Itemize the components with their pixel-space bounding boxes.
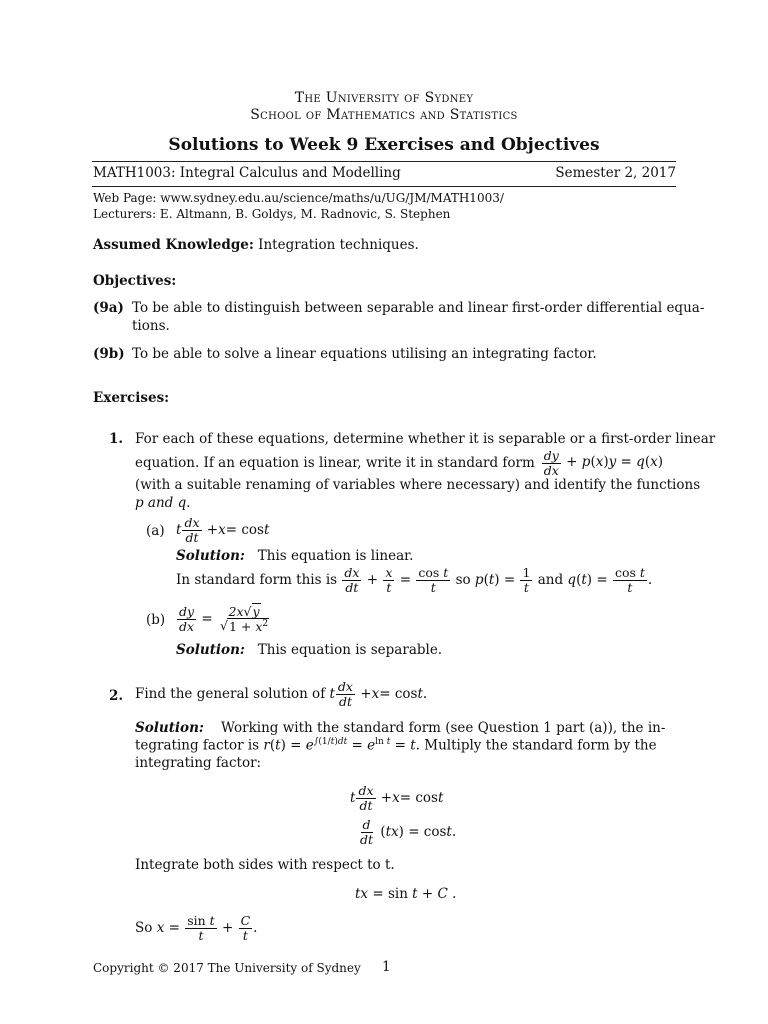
q1-line3: (with a suitable renaming of variables where necessary) and identify the functions — [135, 477, 701, 493]
display-eq-3: tx = sin t + C . — [355, 886, 457, 902]
part-b-solution — [176, 642, 442, 658]
objective-tag-9a: (9a) — [93, 300, 124, 316]
part-b-equation: $\frac{dy}{dx}$ = $\frac{2x√y}{√1 + x^2}$ — [179, 604, 269, 634]
objective-tag-9b: (9b) — [93, 346, 125, 362]
integrate-text: Integrate both sides with respect to t. — [135, 857, 395, 873]
display-eq-1: t $\frac{dx}{dt}$ + x = cos t — [350, 783, 444, 813]
top-rule — [92, 161, 676, 162]
school-name: School of Mathematics and Statistics — [250, 107, 518, 123]
solution-label-q2: Solution: — [135, 720, 204, 736]
objective-9a-line2: tions. — [132, 318, 170, 334]
objectives-heading: Objectives: — [93, 273, 177, 289]
part-b-solution-text: This equation is separable. — [257, 642, 443, 658]
q1-line4: p and q. — [135, 495, 191, 511]
semester: Semester 2, 2017 — [555, 165, 676, 181]
part-a-standard-form: In standard form this is $\frac{dx}{dt}$ + $\frac{x}{t}$ = $\frac{\text{cos t}}{t}$ so p ( t ) = $\frac{1}{t}$ and q ( t ) = $\frac{\text{cos t}}{t}$ . — [176, 565, 653, 595]
q1-line2 — [135, 447, 663, 479]
q2-prompt-text: Find the general solution of — [135, 686, 326, 702]
integrating-factor-prefix: tegrating factor is — [135, 737, 260, 754]
and-word: and — [537, 572, 564, 588]
q2-solution-text1: Working with the standard form (see Question 1 part (a)), the in- — [221, 720, 666, 736]
q2-solution-line3: integrating factor: — [135, 755, 262, 771]
assumed-knowledge — [93, 237, 419, 253]
copyright: Copyright © 2017 The University of Sydney — [93, 961, 361, 975]
page-number: 1 — [382, 959, 391, 975]
part-a-tag: (a) — [146, 523, 165, 539]
display-eq-2: $\frac{d}{dt}$ ( tx ) = cos t . — [360, 817, 457, 847]
part-a-solution-text: This equation is linear. — [257, 548, 414, 564]
page-title: Solutions to Week 9 Exercises and Objectives — [168, 135, 600, 155]
so-word: so — [455, 572, 471, 588]
bottom-rule — [92, 186, 676, 187]
question-2-number: 2. — [109, 688, 124, 704]
exercises-heading: Exercises: — [93, 390, 170, 406]
standard-form-prefix: In standard form this is — [176, 572, 338, 588]
q1-line1: For each of these equations, determine whether it is separable or a first-order linear — [135, 431, 716, 447]
question-1-number: 1. — [109, 431, 124, 447]
assumed-label: Assumed Knowledge: — [93, 237, 254, 253]
course-name: MATH1003: Integral Calculus and Modelling — [93, 165, 401, 181]
web-page: Web Page: www.sydney.edu.au/science/maths/u/UG/JM/MATH1003/ — [93, 191, 504, 205]
q1-line2-text: equation. If an equation is linear, write it in standard form — [135, 455, 535, 471]
university-name: The University of Sydney — [294, 90, 474, 106]
lecturers: Lecturers: E. Altmann, B. Goldys, M. Radnovic, S. Stephen — [93, 207, 451, 221]
objective-9a-line1: To be able to distinguish between separable and linear first-order differential equa- — [132, 300, 705, 316]
q2-prompt: Find the general solution of t $\frac{dx}{dt}$ + x = cos t . — [135, 679, 428, 709]
assumed-text: Integration techniques. — [258, 237, 419, 253]
standard-form-equation: $\frac{dy}{dx}$ + p(x)y = q(x) — [543, 448, 664, 478]
q2-solution-line1 — [135, 720, 676, 736]
integrating-factor-suffix: Multiply the standard form by the — [424, 737, 657, 754]
final-answer: So x = $\frac{\text{sin t}}{t}$ + $\frac{C}{t}$ . — [135, 913, 258, 943]
q2-solution-line2: tegrating factor is $r(t) = e^{\int(1/t)dt} = e^{ln t} = t$. Multiply the standard form by the — [135, 737, 657, 754]
part-a-equation: t $\frac{dx}{dt}$ + x = cos t — [176, 515, 270, 545]
so-prefix: So — [135, 920, 153, 936]
solution-label-b: Solution: — [176, 642, 245, 658]
solution-label-a: Solution: — [176, 548, 245, 564]
part-b-tag: (b) — [146, 612, 166, 628]
objective-9b-line1: To be able to solve a linear equations utilising an integrating factor. — [132, 346, 597, 362]
